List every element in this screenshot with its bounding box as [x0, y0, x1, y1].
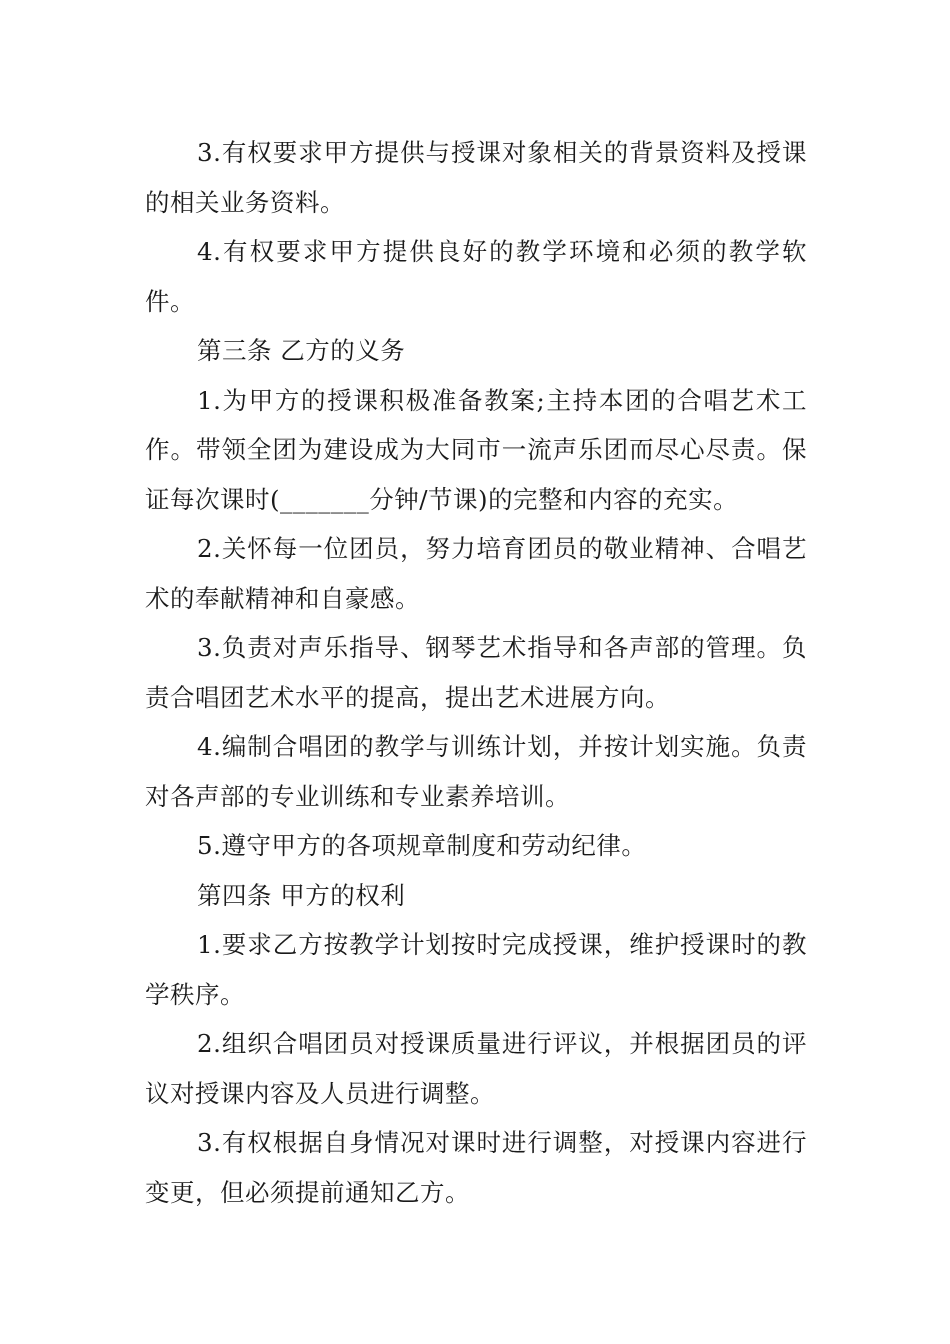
paragraph-party-a-right-3: 3.有权根据自身情况对课时进行调整，对授课内容进行变更，但必须提前通知乙方。	[145, 1128, 807, 1207]
paragraph-duty-1: 1.为甲方的授课积极准备教案;主持本团的合唱艺术工作。带领全团为建设成为大同市一流声乐团而尽心尽责。保证每次课时(_______分钟/节课)的完整和内容的充实。	[145, 385, 807, 514]
section-heading-article-3: 第三条 乙方的义务	[197, 336, 406, 365]
paragraph-duty-2: 2.关怀每一位团员，努力培育团员的敬业精神、合唱艺术的奉献精神和自豪感。	[145, 534, 807, 613]
document-body	[145, 128, 807, 1217]
paragraph-party-a-right-2: 2.组织合唱团员对授课质量进行评议，并根据团员的评议对授课内容及人员进行调整。	[145, 1029, 807, 1108]
paragraph-duty-5: 5.遵守甲方的各项规章制度和劳动纪律。	[197, 831, 647, 860]
paragraph-duty-3: 3.负责对声乐指导、钢琴艺术指导和各声部的管理。负责合唱团艺术水平的提高，提出艺术进展方向。	[145, 633, 807, 712]
paragraph-party-a-right-1: 1.要求乙方按教学计划按时完成授课，维护授课时的教学秩序。	[145, 930, 807, 1009]
paragraph-duty-4: 4.编制合唱团的教学与训练计划，并按计划实施。负责对各声部的专业训练和专业素养培训。	[145, 732, 807, 811]
section-heading-article-4: 第四条 甲方的权利	[197, 880, 406, 910]
paragraph-right-4: 4.有权要求甲方提供良好的教学环境和必须的教学软件。	[145, 237, 807, 316]
paragraph-right-3: 3.有权要求甲方提供与授课对象相关的背景资料及授课的相关业务资料。	[145, 138, 807, 217]
